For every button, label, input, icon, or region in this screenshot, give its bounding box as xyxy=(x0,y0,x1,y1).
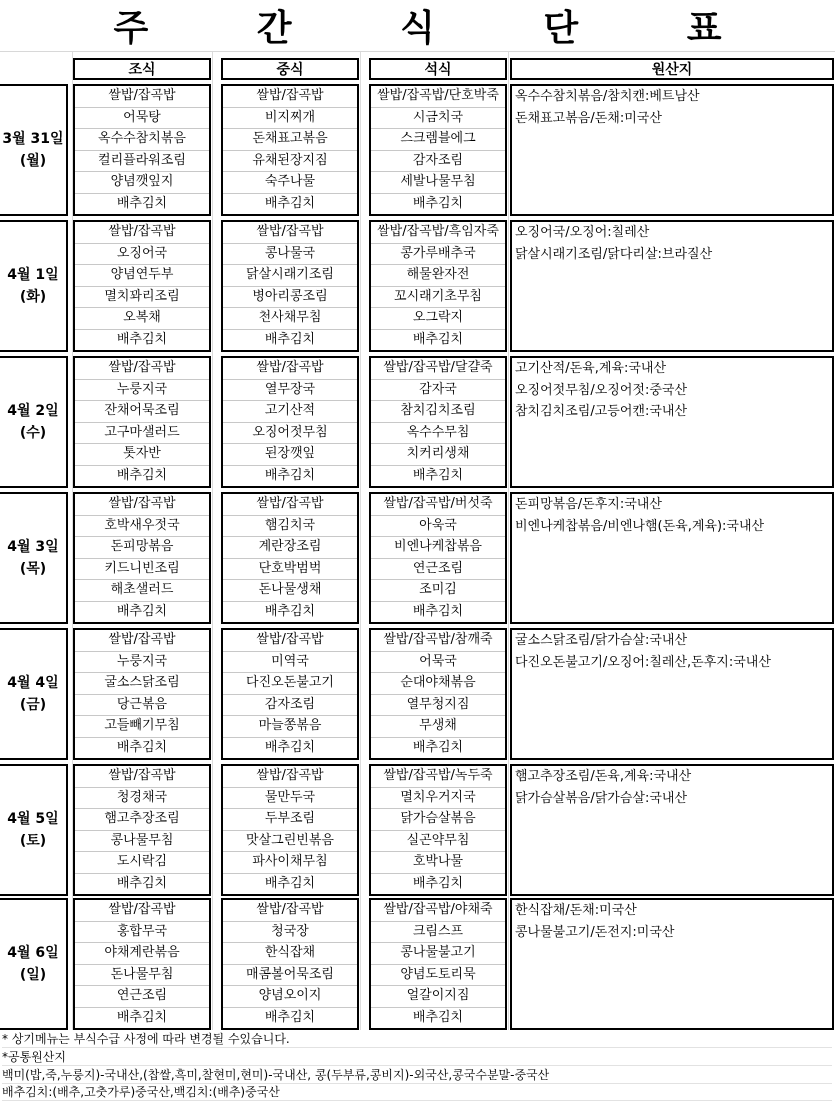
menu-item: 멸치우거지국 xyxy=(371,788,505,810)
menu-item: 오징어국 xyxy=(75,244,209,266)
menu-item: 배추김치 xyxy=(116,1009,168,1025)
menu-item: 잔채어묵조림 xyxy=(75,401,209,423)
menu-item: 양념도토리묵 xyxy=(371,965,505,987)
menu-item: 감자조림 xyxy=(223,695,357,717)
menu-item: 파사이채무침 xyxy=(223,852,357,874)
dinner-menu xyxy=(369,220,507,352)
menu-item: 굴소스닭조림 xyxy=(75,673,209,695)
date-cell xyxy=(0,356,68,488)
dinner-menu xyxy=(369,84,507,216)
menu-item: 배추김치 xyxy=(264,603,316,619)
day-block xyxy=(0,356,835,488)
origin-line: 다진오돈불고기/오징어:칠레산,돈후지:국내산 xyxy=(515,654,771,670)
day-weekday: (일) xyxy=(19,967,47,983)
menu-item: 감자국 xyxy=(371,380,505,402)
header-breakfast: 조식 xyxy=(73,58,211,80)
menu-item: 배추김치 xyxy=(264,1009,316,1025)
day-weekday: (월) xyxy=(19,153,47,169)
day-weekday: (토) xyxy=(19,833,47,849)
menu-item: 쌀밥/잡곡밥/달걀죽 xyxy=(371,358,505,380)
menu-item: 배추김치 xyxy=(412,603,464,619)
menu-item: 조미김 xyxy=(371,580,505,602)
menu-item: 미역국 xyxy=(223,652,357,674)
menu-item: 배추김치 xyxy=(412,1009,464,1025)
day-weekday: (화) xyxy=(19,289,47,305)
menu-item: 쌀밥/잡곡밥 xyxy=(75,630,209,652)
origin-line: 돈채표고볶음/돈채:미국산 xyxy=(515,110,662,126)
menu-item: 쌀밥/잡곡밥 xyxy=(223,630,357,652)
date-cell xyxy=(0,220,68,352)
menu-item: 배추김치 xyxy=(264,467,316,483)
dinner-menu xyxy=(369,898,507,1030)
dinner-menu xyxy=(369,628,507,760)
menu-item: 꼬시래기초무침 xyxy=(371,287,505,309)
menu-item: 오그락지 xyxy=(371,308,505,330)
menu-item: 유채된장지짐 xyxy=(223,151,357,173)
day-block xyxy=(0,84,835,216)
menu-item: 쌀밥/잡곡밥/단호박죽 xyxy=(371,86,505,108)
menu-item: 순대야채볶음 xyxy=(371,673,505,695)
lunch-menu xyxy=(221,84,359,216)
origin-line: 햄고추장조림/돈육,계육:국내산 xyxy=(515,769,692,784)
origin-info xyxy=(510,356,834,488)
day-date: 4월 1일 xyxy=(7,267,59,283)
menu-item: 호박나물 xyxy=(371,852,505,874)
menu-item: 돈나물무침 xyxy=(75,965,209,987)
note-line: 백미(밥,죽,누룽지)-국내산,(찹쌀,흑미,찰현미,현미)-국내산, 콩(두부류,콩비지)-외국산,콩국수분말-중국산 xyxy=(2,1066,832,1084)
menu-item: 콩가루배추국 xyxy=(371,244,505,266)
menu-item: 도시락김 xyxy=(75,852,209,874)
header-lunch: 중식 xyxy=(221,58,359,80)
menu-item: 배추김치 xyxy=(264,331,316,347)
day-block xyxy=(0,492,835,624)
menu-item: 단호박범벅 xyxy=(223,559,357,581)
menu-item: 쌀밥/잡곡밥 xyxy=(75,358,209,380)
menu-item: 호박새우젓국 xyxy=(75,516,209,538)
day-date: 4월 4일 xyxy=(7,675,59,691)
menu-item: 돈나물생채 xyxy=(223,580,357,602)
menu-item: 감자조림 xyxy=(371,151,505,173)
menu-item: 배추김치 xyxy=(116,875,168,891)
origin-info xyxy=(510,492,834,624)
menu-item: 물만두국 xyxy=(223,788,357,810)
day-date: 4월 2일 xyxy=(7,403,59,419)
menu-item: 숙주나물 xyxy=(223,172,357,194)
day-date: 4월 6일 xyxy=(7,945,59,961)
menu-item: 쌀밥/잡곡밥 xyxy=(75,900,209,922)
day-weekday: (금) xyxy=(19,697,47,713)
day-date: 3월 31일 xyxy=(2,131,64,147)
menu-item: 쌀밥/잡곡밥/참깨죽 xyxy=(371,630,505,652)
menu-item: 쌀밥/잡곡밥 xyxy=(223,222,357,244)
menu-item: 치커리생채 xyxy=(371,444,505,466)
menu-item: 키드니빈조림 xyxy=(75,559,209,581)
header-dinner: 석식 xyxy=(369,58,507,80)
menu-item: 쌀밥/잡곡밥 xyxy=(223,358,357,380)
lunch-menu xyxy=(221,220,359,352)
origin-line: 굴소스닭조림/닭가슴살:국내산 xyxy=(515,633,688,648)
origin-info xyxy=(510,764,834,896)
menu-item: 쌀밥/잡곡밥 xyxy=(223,766,357,788)
menu-item: 해초샐러드 xyxy=(75,580,209,602)
menu-item: 양념오이지 xyxy=(223,986,357,1008)
menu-item: 배추김치 xyxy=(116,603,168,619)
origin-info xyxy=(510,84,834,216)
origin-line: 오징어국/오징어:칠레산 xyxy=(515,225,650,240)
menu-item: 쌀밥/잡곡밥/흑임자죽 xyxy=(371,222,505,244)
menu-item: 얼갈이지짐 xyxy=(371,986,505,1008)
day-date: 4월 5일 xyxy=(7,811,59,827)
menu-item: 오복채 xyxy=(75,308,209,330)
menu-item: 배추김치 xyxy=(264,195,316,211)
menu-item: 열무청지짐 xyxy=(371,695,505,717)
breakfast-menu xyxy=(73,764,211,896)
menu-item: 어묵탕 xyxy=(75,108,209,130)
menu-item: 야채계란볶음 xyxy=(75,943,209,965)
menu-item: 고구마샐러드 xyxy=(75,423,209,445)
menu-item: 연근조림 xyxy=(75,986,209,1008)
menu-item: 천사채무침 xyxy=(223,308,357,330)
menu-item: 고기산적 xyxy=(223,401,357,423)
menu-item: 오징어젓무침 xyxy=(223,423,357,445)
lunch-menu xyxy=(221,492,359,624)
note-line: 배추김치:(배추,고춧가루)중국산,백김치:(배추)중국산 xyxy=(2,1083,832,1101)
menu-item: 햄고추장조림 xyxy=(75,809,209,831)
menu-item: 양념깻잎지 xyxy=(75,172,209,194)
menu-item: 쌀밥/잡곡밥 xyxy=(75,222,209,244)
origin-line: 닭살시래기조림/닭다리살:브라질산 xyxy=(515,246,713,262)
origin-info xyxy=(510,220,834,352)
lunch-menu xyxy=(221,356,359,488)
day-block xyxy=(0,628,835,760)
menu-item: 누룽지국 xyxy=(75,652,209,674)
menu-item: 배추김치 xyxy=(264,875,316,891)
origin-line: 오징어젓무침/오징어젓:중국산 xyxy=(515,382,688,398)
note-line: *공통원산지 xyxy=(2,1048,832,1066)
origin-line: 참치김치조림/고등어캔:국내산 xyxy=(515,404,688,419)
dinner-menu xyxy=(369,492,507,624)
menu-item: 배추김치 xyxy=(412,195,464,211)
menu-item: 계란장조림 xyxy=(223,537,357,559)
menu-item: 닭가슴살볶음 xyxy=(371,809,505,831)
menu-item: 병아리콩조림 xyxy=(223,287,357,309)
menu-item: 한식잡채 xyxy=(223,943,357,965)
menu-item: 청국장 xyxy=(223,922,357,944)
menu-item: 쌀밥/잡곡밥 xyxy=(223,86,357,108)
menu-item: 배추김치 xyxy=(412,331,464,347)
menu-item: 쌀밥/잡곡밥 xyxy=(75,766,209,788)
origin-line: 옥수수참치볶음/참치캔:베트남산 xyxy=(515,89,700,104)
day-weekday: (목) xyxy=(19,561,47,577)
menu-item: 참치김치조림 xyxy=(371,401,505,423)
origin-info xyxy=(510,628,834,760)
menu-item: 돈피망볶음 xyxy=(75,537,209,559)
lunch-menu xyxy=(221,628,359,760)
day-weekday: (수) xyxy=(19,425,47,441)
menu-item: 해물완자전 xyxy=(371,265,505,287)
menu-item: 배추김치 xyxy=(116,195,168,211)
menu-item: 청경채국 xyxy=(75,788,209,810)
menu-item: 비엔나케찹볶음 xyxy=(371,537,505,559)
menu-item: 쌀밥/잡곡밥/야채죽 xyxy=(371,900,505,922)
menu-item: 고들빼기무침 xyxy=(75,716,209,738)
breakfast-menu xyxy=(73,220,211,352)
breakfast-menu xyxy=(73,84,211,216)
menu-item: 톳자반 xyxy=(75,444,209,466)
date-cell xyxy=(0,898,68,1030)
menu-item: 옥수수무침 xyxy=(371,423,505,445)
menu-item: 콩나물국 xyxy=(223,244,357,266)
menu-item: 시금치국 xyxy=(371,108,505,130)
menu-item: 컬리플라워조림 xyxy=(75,151,209,173)
menu-item: 쌀밥/잡곡밥 xyxy=(223,900,357,922)
menu-item: 어묵국 xyxy=(371,652,505,674)
day-block xyxy=(0,220,835,352)
origin-line: 닭가슴살볶음/닭가슴살:국내산 xyxy=(515,790,688,806)
breakfast-menu xyxy=(73,628,211,760)
dinner-menu xyxy=(369,356,507,488)
date-cell xyxy=(0,764,68,896)
day-date: 4월 3일 xyxy=(7,539,59,555)
menu-item: 배추김치 xyxy=(116,739,168,755)
origin-line: 고기산적/돈육,계육:국내산 xyxy=(515,361,667,376)
origin-info xyxy=(510,898,834,1030)
menu-item: 다진오돈불고기 xyxy=(223,673,357,695)
date-cell xyxy=(0,492,68,624)
menu-item: 배추김치 xyxy=(412,467,464,483)
menu-item: 맛살그린빈볶음 xyxy=(223,831,357,853)
menu-item: 세발나물무침 xyxy=(371,172,505,194)
day-block xyxy=(0,898,835,1030)
menu-item: 연근조림 xyxy=(371,559,505,581)
origin-line: 콩나물불고기/돈전지:미국산 xyxy=(515,924,675,940)
menu-item: 홍합무국 xyxy=(75,922,209,944)
menu-item: 매콤볼어묵조림 xyxy=(223,965,357,987)
menu-item: 실곤약무침 xyxy=(371,831,505,853)
menu-item: 멸치꽈리조림 xyxy=(75,287,209,309)
page-title: 주 간 식 단 표 xyxy=(0,0,835,52)
menu-item: 열무장국 xyxy=(223,380,357,402)
menu-item: 배추김치 xyxy=(412,739,464,755)
menu-item: 배추김치 xyxy=(116,331,168,347)
dinner-menu xyxy=(369,764,507,896)
menu-item: 누룽지국 xyxy=(75,380,209,402)
menu-item: 양념연두부 xyxy=(75,265,209,287)
header-origin: 원산지 xyxy=(510,58,834,80)
menu-item: 콩나물무침 xyxy=(75,831,209,853)
day-block xyxy=(0,764,835,896)
menu-item: 두부조림 xyxy=(223,809,357,831)
breakfast-menu xyxy=(73,356,211,488)
menu-item: 마늘쫑볶음 xyxy=(223,716,357,738)
menu-item: 당근볶음 xyxy=(75,695,209,717)
menu-item: 무생채 xyxy=(371,716,505,738)
menu-item: 쌀밥/잡곡밥/녹두죽 xyxy=(371,766,505,788)
menu-item: 닭살시래기조림 xyxy=(223,265,357,287)
breakfast-menu xyxy=(73,898,211,1030)
origin-line: 한식잡채/돈채:미국산 xyxy=(515,903,637,918)
menu-item: 콩나물불고기 xyxy=(371,943,505,965)
menu-item: 배추김치 xyxy=(264,739,316,755)
date-cell xyxy=(0,628,68,760)
menu-item: 된장깻잎 xyxy=(223,444,357,466)
menu-item: 옥수수참치볶음 xyxy=(75,129,209,151)
date-cell xyxy=(0,84,68,216)
menu-item: 배추김치 xyxy=(116,467,168,483)
breakfast-menu xyxy=(73,492,211,624)
origin-line: 비엔나케찹볶음/비엔나햄(돈육,계육):국내산 xyxy=(515,518,765,534)
menu-item: 크림스프 xyxy=(371,922,505,944)
menu-item: 아욱국 xyxy=(371,516,505,538)
menu-item: 스크렘블에그 xyxy=(371,129,505,151)
menu-item: 돈채표고볶음 xyxy=(223,129,357,151)
menu-item: 쌀밥/잡곡밥/버섯죽 xyxy=(371,494,505,516)
menu-item: 햄김치국 xyxy=(223,516,357,538)
menu-item: 쌀밥/잡곡밥 xyxy=(223,494,357,516)
lunch-menu xyxy=(221,764,359,896)
menu-item: 배추김치 xyxy=(412,875,464,891)
note-line: * 상기메뉴는 부식수급 사정에 따라 변경될 수있습니다. xyxy=(2,1030,832,1048)
menu-item: 쌀밥/잡곡밥 xyxy=(75,86,209,108)
menu-item: 비지찌개 xyxy=(223,108,357,130)
menu-item: 쌀밥/잡곡밥 xyxy=(75,494,209,516)
lunch-menu xyxy=(221,898,359,1030)
origin-line: 돈피망볶음/돈후지:국내산 xyxy=(515,497,662,512)
